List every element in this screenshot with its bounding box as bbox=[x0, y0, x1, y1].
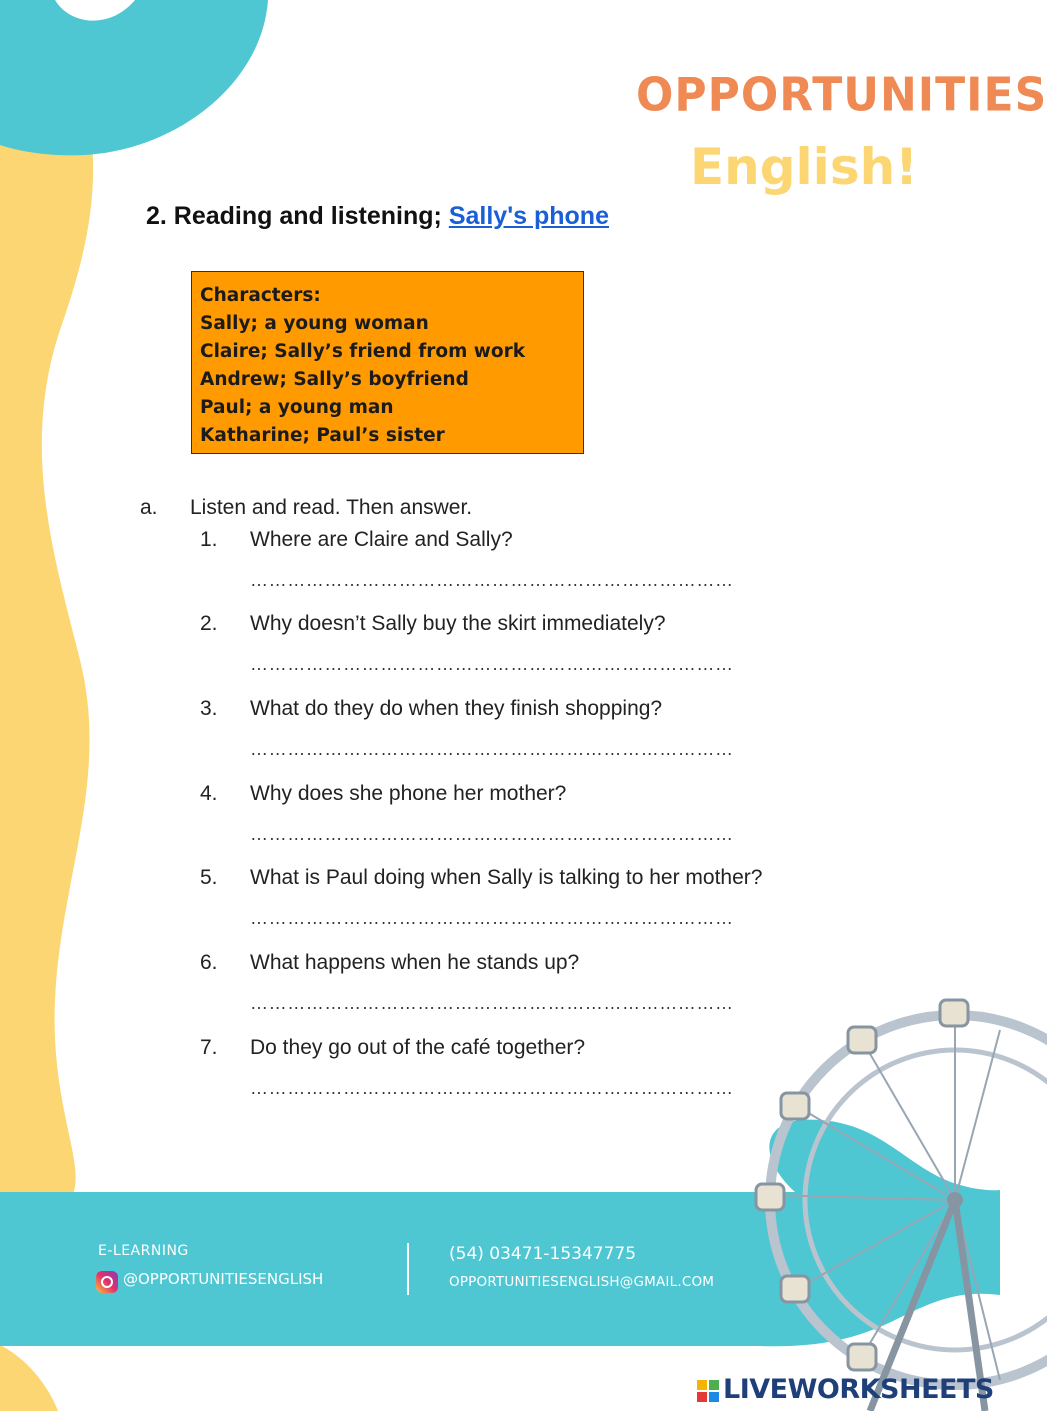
characters-box bbox=[191, 271, 584, 454]
character-sally: Sally; a young woman bbox=[200, 313, 429, 334]
question-text: What do they do when they finish shopping? bbox=[250, 697, 663, 720]
liveworksheets-text: LIVEWORKSHEETS bbox=[723, 1374, 994, 1405]
character-claire: Claire; Sally’s friend from work bbox=[200, 341, 526, 362]
brand-title: OPPORTUNITIES bbox=[636, 68, 1047, 123]
question-text: Do they go out of the café together? bbox=[250, 1036, 586, 1059]
question-text: Why doesn’t Sally buy the skirt immediately? bbox=[250, 612, 666, 635]
instagram-icon bbox=[96, 1271, 118, 1293]
answer-line[interactable]: …………………………………………………………………… bbox=[250, 739, 734, 759]
character-katharine: Katharine; Paul’s sister bbox=[200, 425, 445, 446]
sallys-phone-link[interactable]: Sally's phone bbox=[448, 202, 609, 230]
question-3 bbox=[200, 697, 860, 781]
section-title: 2. Reading and listening; bbox=[146, 202, 442, 230]
question-number: 1. bbox=[200, 528, 218, 551]
answer-line[interactable]: …………………………………………………………………… bbox=[250, 1078, 734, 1098]
section-heading bbox=[146, 202, 609, 231]
question-text: What happens when he stands up? bbox=[250, 951, 580, 974]
teal-footer-band bbox=[0, 1120, 1000, 1347]
question-7 bbox=[200, 1036, 860, 1120]
yellow-wedge-bottom bbox=[0, 1345, 58, 1411]
brand-subtitle: English! bbox=[690, 138, 918, 196]
question-1 bbox=[200, 528, 860, 612]
footer-email[interactable]: OPPORTUNITIESENGLISH@GMAIL.COM bbox=[449, 1274, 715, 1290]
answer-line[interactable]: …………………………………………………………………… bbox=[250, 908, 734, 928]
answer-line[interactable]: …………………………………………………………………… bbox=[250, 570, 734, 590]
question-number: 4. bbox=[200, 782, 218, 805]
question-number: 7. bbox=[200, 1036, 218, 1059]
question-text: Why does she phone her mother? bbox=[250, 782, 567, 805]
answer-line[interactable]: …………………………………………………………………… bbox=[250, 654, 734, 674]
instruction-text: Listen and read. Then answer. bbox=[190, 496, 473, 519]
footer-elearning: E-LEARNING bbox=[98, 1243, 189, 1259]
character-paul: Paul; a young man bbox=[200, 397, 394, 418]
teal-blob-top bbox=[0, 0, 268, 155]
yellow-wave-left bbox=[0, 0, 93, 1200]
liveworksheets-logo-icon bbox=[697, 1380, 719, 1402]
footer-instagram-handle[interactable]: @OPPORTUNITIESENGLISH bbox=[123, 1270, 324, 1288]
question-6 bbox=[200, 951, 860, 1035]
question-text: What is Paul doing when Sally is talking to her mother? bbox=[250, 866, 763, 889]
question-number: 6. bbox=[200, 951, 218, 974]
question-number: 5. bbox=[200, 866, 218, 889]
question-5 bbox=[200, 866, 860, 950]
answer-line[interactable]: …………………………………………………………………… bbox=[250, 993, 734, 1013]
instruction-letter: a. bbox=[140, 496, 158, 519]
question-2 bbox=[200, 612, 860, 696]
question-number: 3. bbox=[200, 697, 218, 720]
answer-line[interactable]: …………………………………………………………………… bbox=[250, 824, 734, 844]
question-4 bbox=[200, 782, 860, 866]
question-text: Where are Claire and Sally? bbox=[250, 528, 513, 551]
footer-phone: (54) 03471-15347775 bbox=[449, 1244, 637, 1264]
footer-divider bbox=[407, 1243, 409, 1295]
question-number: 2. bbox=[200, 612, 218, 635]
character-andrew: Andrew; Sally’s boyfriend bbox=[200, 369, 469, 390]
characters-heading: Characters: bbox=[200, 285, 321, 306]
